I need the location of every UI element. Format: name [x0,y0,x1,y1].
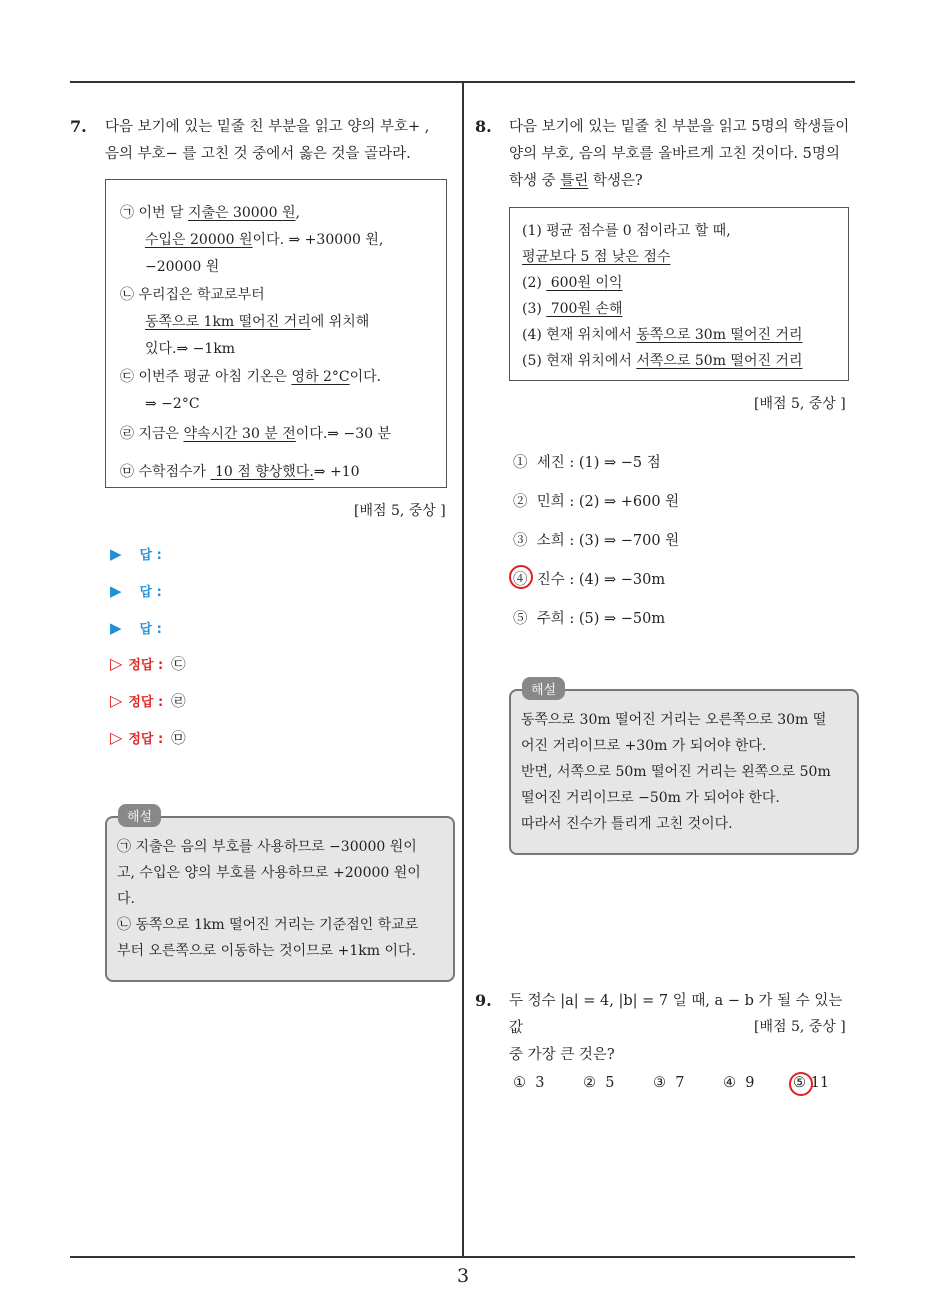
q7-answer-row-3 [110,618,162,637]
q7-item-mark: ㉣ [120,426,134,442]
option-mark: ② [513,494,528,510]
correct-answer: ㉣ [171,694,186,710]
q7-item-mark: ㉡ [120,287,134,303]
q8-box-line: (3) 700원 손해 [522,301,623,317]
q8-score: [배점 5, 중상 ] [754,396,846,412]
option-text: 민희 : (2) ⇒ +600 원 [536,494,680,510]
solution-line: 어진 거리이므로 +30m 가 되어야 한다. [521,738,767,754]
q9-score: [배점 5, 중상 ] [754,1019,846,1035]
q7-correct-row-3 [110,727,186,748]
q8-box-line: (2) 600원 이익 [522,275,623,291]
q8-box-line: (5) 현재 위치에서 서쪽으로 50m 떨어진 거리 [522,353,803,369]
option-text: 소희 : (3) ⇒ −700 원 [536,533,680,549]
solution-line: 따라서 진수가 틀리게 고친 것이다. [521,816,733,832]
option-mark: ④ [723,1075,736,1091]
q7-answer-row-1 [110,544,162,563]
correct-answer: ㉢ [171,657,186,673]
outline-triangle-icon: ▷ [110,728,123,747]
q8-stem-line: 양의 부호, 음의 부호를 올바르게 고친 것이다. 5명의 [509,146,840,162]
q7-item-3: ㉢ 이번주 평균 아침 기온은 영하 2°C이다. ⇒ −2°C [120,369,382,412]
q7-answer-row-2 [110,581,162,600]
q7-example-box [105,179,447,488]
q8-option-1[interactable] [513,451,661,472]
q9-stem-line: 두 정수 |a| = 4, |b| = 7 일 때, a − b 가 될 수 있는 값 [509,993,843,1036]
q8-example-box [509,207,849,381]
q8-box-line: (1) 평균 점수를 0 점이라고 할 때, [522,223,731,239]
option-mark: ② [583,1075,596,1091]
q9-option-1[interactable] [513,1075,544,1091]
correct-answer: ㉤ [171,731,186,747]
option-text: 5 [605,1075,615,1091]
page-number: 3 [456,1265,470,1287]
option-mark: ⑤ [513,611,528,627]
q7-solution-box [105,816,455,982]
option-text: 주희 : (5) ⇒ −50m [536,611,666,627]
option-text: 세진 : (1) ⇒ −5 점 [536,455,661,471]
q8-option-5[interactable] [513,607,665,628]
q7-correct-row-2 [110,690,186,711]
answer-label: 답 : [139,585,162,600]
q7-score: [배점 5, 중상 ] [354,503,446,519]
q7-stem-line: 다음 보기에 있는 밑줄 친 부분을 읽고 양의 부호+ , [105,119,430,135]
q8-box-line: (4) 현재 위치에서 동쪽으로 30m 떨어진 거리 [522,327,803,343]
option-text: 11 [810,1075,830,1091]
option-text: 7 [675,1075,685,1091]
q9-number: 9. [475,991,492,1010]
play-triangle-icon: ▶ [110,544,122,563]
outline-triangle-icon: ▷ [110,654,123,673]
q7-item-4: ㉣ 지금은 약속시간 30 분 전이다.⇒ −30 분 [120,426,391,442]
q9-option-3[interactable] [653,1075,684,1091]
solution-line: 다. [117,891,135,907]
selected-answer-circle-icon [789,1072,813,1096]
q9-option-2[interactable] [583,1075,614,1091]
q8-stem [509,114,859,195]
q8-stem-line: 다음 보기에 있는 밑줄 친 부분을 읽고 5명의 학생들이 [509,119,850,135]
q7-item-mark: ㉤ [120,464,134,480]
q8-option-2[interactable] [513,490,679,511]
q7-solution-tag: 해설 [118,804,161,827]
solution-line: ㉠ 지출은 음의 부호를 사용하므로 −30000 원이 [117,839,417,855]
correct-label: 정답 : [128,732,164,747]
option-mark: ③ [513,533,528,549]
outline-triangle-icon: ▷ [110,691,123,710]
option-mark: ③ [653,1075,666,1091]
solution-line: 반면, 서쪽으로 50m 떨어진 거리는 왼쪽으로 50m [521,764,831,780]
play-triangle-icon: ▶ [110,581,122,600]
solution-line: 동쪽으로 30m 떨어진 거리는 오른쪽으로 30m 떨 [521,712,827,728]
correct-label: 정답 : [128,658,164,673]
option-mark: ⑤ [793,1075,806,1091]
q7-stem-line: 음의 부호− 를 고친 것 중에서 옳은 것을 골라라. [105,146,411,162]
answer-label: 답 : [139,548,162,563]
q7-stem [105,114,455,168]
solution-line: 고, 수입은 양의 부호를 사용하므로 +20000 원이 [117,865,421,881]
q8-solution-tag: 해설 [522,677,565,700]
q9-option-4[interactable] [723,1075,754,1091]
q7-item-mark: ㉢ [120,369,134,385]
q7-item-mark: ㉠ [120,205,134,221]
option-text: 9 [745,1075,755,1091]
correct-label: 정답 : [128,695,164,710]
solution-line: 부터 오른쪽으로 이동하는 것이므로 +1km 이다. [117,943,417,959]
q8-option-3[interactable] [513,529,679,550]
q7-number: 7. [70,117,87,136]
q8-number: 8. [475,117,492,136]
column-divider [462,83,464,1256]
solution-line: 떨어진 거리이므로 −50m 가 되어야 한다. [521,790,780,806]
q7-correct-row-1 [110,653,186,674]
q8-solution-box [509,689,859,855]
selected-answer-circle-icon [509,565,533,589]
option-mark: ① [513,455,528,471]
q7-item-5: ㉤ 수학점수가 10 점 향상했다.⇒ +10 [120,464,360,480]
option-mark: ④ [513,572,528,588]
q7-item-1: ㉠ 이번 달 지출은 30000 원, 수입은 20000 원이다. ⇒ +30000 원, −20000 원 [120,205,384,275]
q8-box-line: 평균보다 5 점 낮은 점수 [522,249,671,265]
option-mark: ① [513,1075,526,1091]
answer-label: 답 : [139,622,162,637]
solution-line: ㉡ 동쪽으로 1km 떨어진 거리는 기준점인 학교로 [117,917,419,933]
q7-item-2: ㉡ 우리집은 학교로부터 동쪽으로 1km 떨어진 거리에 위치해 있다.⇒ −1km [120,287,370,357]
q9-stem-line: 중 가장 큰 것은? [509,1047,615,1063]
play-triangle-icon: ▶ [110,618,122,637]
bottom-rule [70,1256,855,1258]
option-text: 3 [535,1075,545,1091]
q8-stem-line: 학생 중 틀린 학생은? [509,173,643,189]
option-text: 진수 : (4) ⇒ −30m [536,572,666,588]
q8-option-4[interactable] [513,568,665,589]
